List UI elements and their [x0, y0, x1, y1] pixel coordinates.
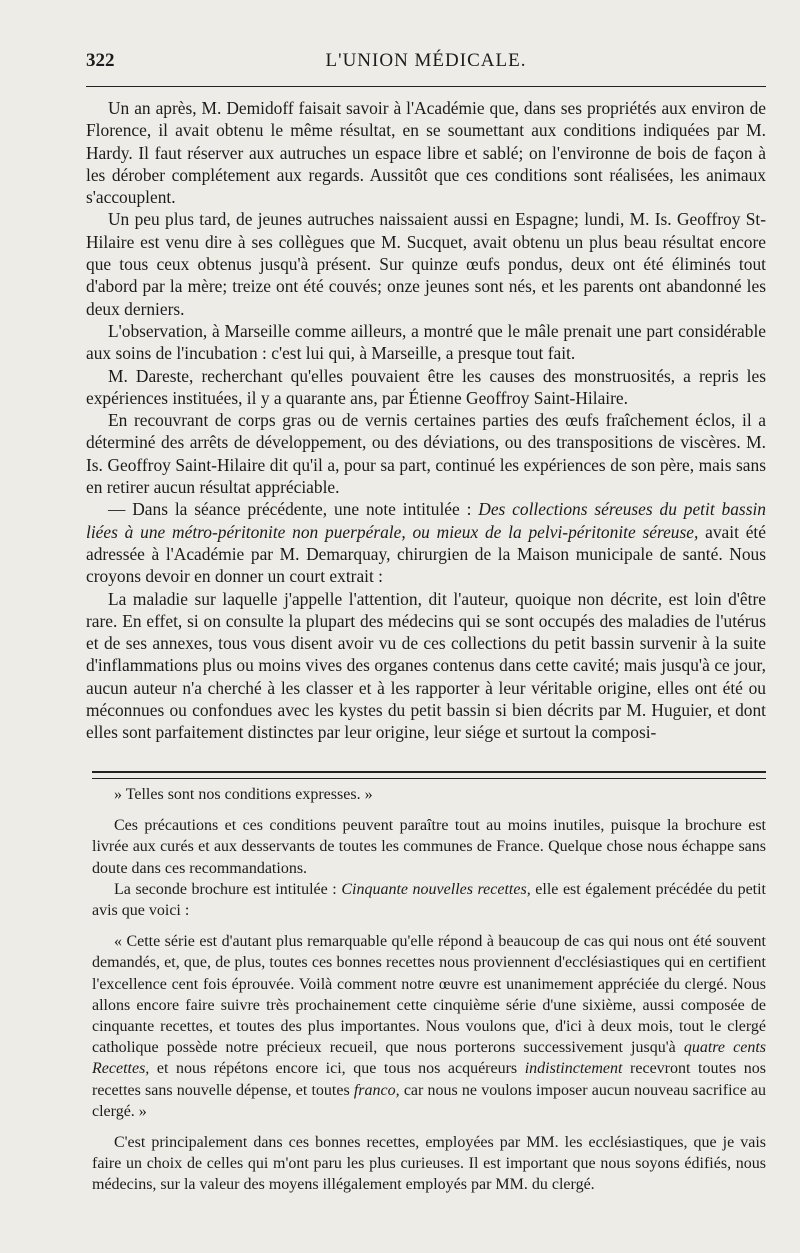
feuilleton-paragraph: Ces précautions et ces conditions peuvent paraître tout au moins inutiles, puisque la brochure est livrée aux curés et aux desservants de toutes les communes de France. Quelque chose nous échappe sans doute dans ces recommandations.: [92, 817, 766, 877]
header-rule: [86, 86, 766, 87]
quote-part: et nous répétons encore ici, que tous nos acquéreurs: [149, 1060, 525, 1078]
quoted-notice: [92, 931, 766, 1122]
quote-part: recevront toutes nos recettes sans nouvelle dépense, et toutes: [92, 1060, 766, 1099]
main-text: [86, 97, 766, 744]
quote-part: car nous ne voulons imposer aucun nouveau sacrifice au clergé. »: [92, 1081, 767, 1120]
note-tail: avait été adressée à l'Académie par M. Demarquay, chirurgien de la Maison municipale de santé. Nous croyons devoir en donner un court extrait :: [86, 521, 766, 587]
note-paragraph: [86, 498, 766, 587]
feuilleton-paragraph: » Telles sont nos conditions expresses. »: [114, 786, 373, 803]
page-header: [86, 50, 766, 78]
quote-italic: indistinctement: [524, 1060, 623, 1078]
paragraph: La maladie sur laquelle j'appelle l'attention, dit l'auteur, quoique non décrite, est loin d'être rare. En effet, si on consulte la plupart des médecins qui se sont occupés des maladies de l'utérus et de ses annexes, tous vous disent avoir vu de ces collections du petit bassin survenir à la suite d'inflammations plus ou moins vives des organes contenus dans cette cavité; mais jusqu'à ce jour, aucun auteur n'a cherché à les classer et à les rapporter à leur véritable origine, elles ont été ou méconnues ou confondues avec les kystes du petit bassin si bien décrits par M. Huguier, et dont elles sont parfaitement distinctes par leur origine, leur siége et surtout la composi-: [86, 588, 766, 743]
paragraph: M. Dareste, recherchant qu'elles pouvaient être les causes des monstruosités, a repris les expériences instituées, il y a quarante ans, par Étienne Geoffroy Saint-Hilaire.: [86, 365, 766, 408]
paragraph: L'observation, à Marseille comme ailleurs, a montré que le mâle prenait une part considérable aux soins de l'incubation : c'est lui qui, à Marseille, a presque tout fait.: [86, 320, 766, 364]
quote-italic: franco,: [353, 1081, 400, 1099]
paragraph: Un peu plus tard, de jeunes autruches naissaient aussi en Espagne; lundi, M. Is. Geoffroy St-Hilaire est venu dire à ses collègues que M. Sucquet, avait obtenu un plus beau résultat encore que tous ceux obtenus jusqu'à présent. Sur quinze œufs pondus, deux ont été éliminés tout d'abord par la mère; treize ont été couvés; onze jeunes sont nés, et les parents ont abandonné les deux derniers.: [86, 209, 766, 319]
feuilleton-divider: [92, 771, 766, 779]
page-number: 322: [86, 50, 115, 71]
feuilleton-paragraph: [92, 879, 766, 921]
feuilleton-section: [92, 784, 766, 1196]
running-title: L'UNION MÉDICALE.: [325, 50, 527, 71]
note-lead: — Dans la séance précédente, une note intitulée :: [108, 499, 479, 520]
paragraph: En recouvrant de corps gras ou de vernis certaines parties des œufs fraîchement éclos, il a déterminé des arrêts de développement, ou des déviations, ou des transpositions de viscères. M. Is. Geoffroy Saint-Hilaire dit qu'il a, pour sa part, continué les expériences de son père, mais sans en retirer aucun résultat appréciable.: [86, 410, 766, 498]
quote-italic: quatre cents Recettes,: [92, 1039, 766, 1078]
p3-tail: elle est également précédée du petit avis que voici :: [92, 880, 767, 920]
p3-lead: La seconde brochure est intitulée :: [114, 880, 342, 898]
paragraph: Un an après, M. Demidoff faisait savoir à l'Académie que, dans ses propriétés aux environ de Florence, il avait obtenu le même résultat, en se soumettant aux conditions indiquées par M. Hardy. Il faut réserver aux autruches un espace libre et sablé; on l'environne de bois de façon à les dérober complétement aux regards. Aussitôt que ces conditions sont réalisées, les animaux s'accouplent.: [86, 98, 766, 208]
note-title: Des collections séreuses du petit bassin liées à une métro-péritonite non puerpérale, ou mieux de la pelvi-péritonite séreuse,: [86, 499, 766, 542]
p3-title: Cinquante nouvelles recettes,: [341, 880, 531, 898]
feuilleton-paragraph: C'est principalement dans ces bonnes recettes, employées par MM. les ecclésiastiques, que je vais faire un choix de celles qui m'ont paru les plus curieuses. Il est important que nous soyons édifiés, nous médecins, sur la valeur des moyens illégalement employés par MM. du clergé.: [92, 1134, 766, 1194]
quote-part: « Cette série est d'autant plus remarquable qu'elle répond à beaucoup de cas qui nous ont été souvent demandés, et, que, de plus, toutes ces bonnes recettes nous proviennent d'ecclésiastiques qui en certifient l'excellence cent fois éprouvée. Voilà comment notre œuvre est unanimement appréciée du clergé. Nous allons encore faire suivre très prochainement cette cinquième série d'une sixième, aussi composée de cinquante recettes, et toutes des plus importantes. Nous voulons que, d'ici à deux mois, tout le clergé catholique possède notre précieux recueil, que nous porterons successivement jusqu'à: [92, 933, 766, 1057]
